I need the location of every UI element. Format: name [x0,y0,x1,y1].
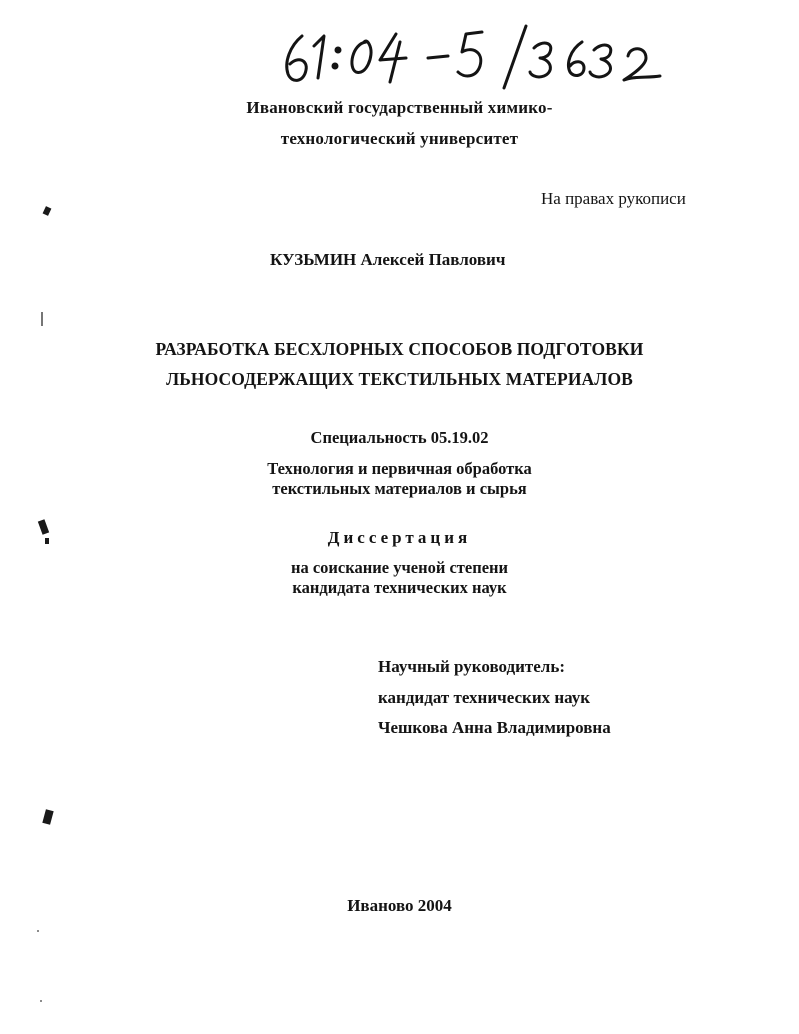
thesis-title-line-1: РАЗРАБОТКА БЕСХЛОРНЫХ СПОСОБОВ ПОДГОТОВКИ [155,339,644,359]
dissertation-heading: Диссертация [327,528,472,547]
archive-number-handwriting [268,6,688,98]
scan-speck [42,809,53,825]
supervisor-label: Научный руководитель: [378,657,565,676]
scan-speck [37,930,39,932]
city-year: Иваново 2004 [347,896,452,915]
manuscript-rights-note: На правах рукописи [541,189,686,208]
supervisor-name: Чешкова Анна Владимировна [378,718,611,737]
specialty-name-line-1: Технология и первичная обработка [267,459,532,478]
institution-line-2: технологический университет [280,129,519,148]
scan-speck [45,538,49,544]
scan-speck [41,312,43,326]
specialty-name-line-2: текстильных материалов и сырья [272,479,527,498]
specialty-code: Специальность 05.19.02 [310,428,489,447]
thesis-title-line-2: ЛЬНОСОДЕРЖАЩИХ ТЕКСТИЛЬНЫХ МАТЕРИАЛОВ [166,369,633,389]
scan-speck [43,206,52,216]
author-name: КУЗЬМИН Алексей Павлович [270,250,506,269]
dissertation-purpose-line-2: кандидата технических наук [292,578,507,597]
dissertation-purpose-line-1: на соискание ученой степени [290,558,509,577]
institution-line-1: Ивановский государственный химико- [246,98,553,117]
scan-speck [40,1000,42,1002]
supervisor-degree: кандидат технических наук [378,688,591,707]
